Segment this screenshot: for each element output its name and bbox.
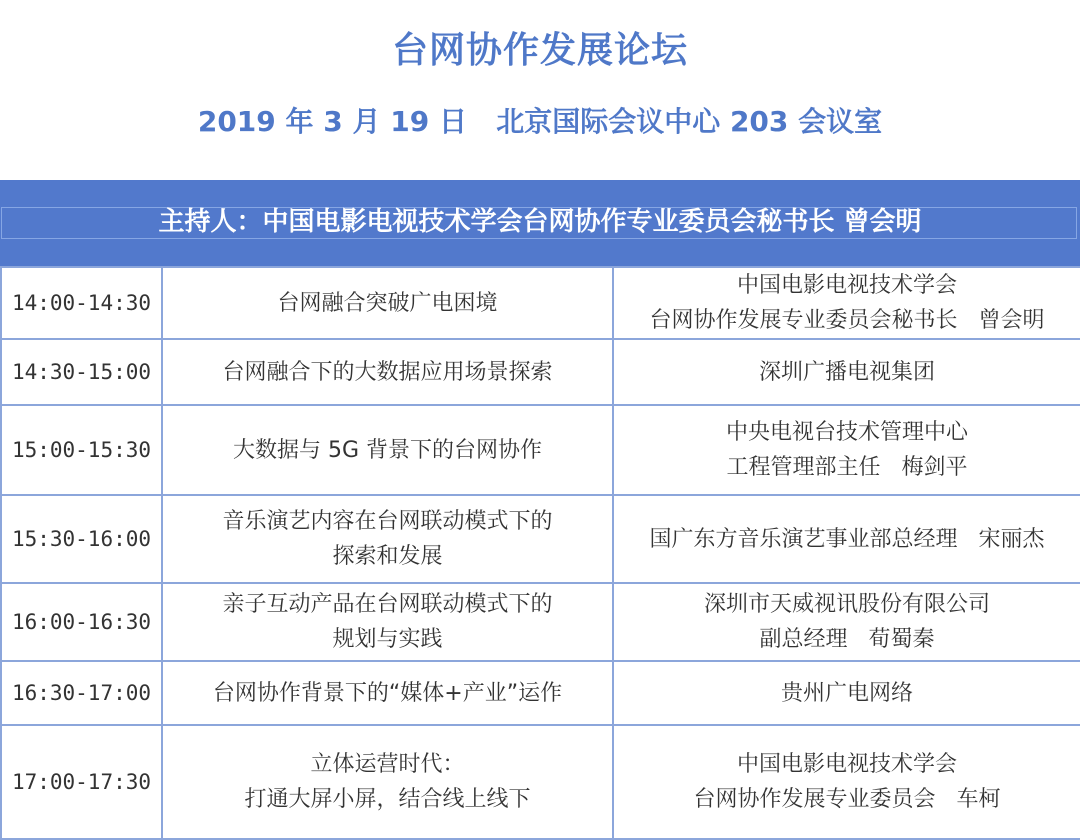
schedule-row [1, 339, 1080, 405]
session-speaker [613, 583, 1080, 661]
session-topic-line: 亲子互动产品在台网联动模式下的 [222, 592, 553, 617]
session-speaker-line: 中央电视台技术管理中心 [725, 420, 968, 445]
session-topic-line: 立体运营时代： [310, 752, 465, 777]
session-speaker [613, 405, 1080, 495]
session-topic-line: 台网融合突破广电困境 [277, 290, 498, 316]
session-speaker-line: 深圳市天威视讯股份有限公司 [703, 592, 990, 617]
session-speaker-line: 国广东方音乐演艺事业部总经理 宋丽杰 [649, 526, 1045, 552]
session-time: 16:00-16:30 [1, 583, 162, 661]
session-topic-line: 规划与实践 [332, 627, 443, 652]
session-topic [162, 267, 613, 339]
session-speaker [613, 339, 1080, 405]
session-speaker-line: 台网协作发展专业委员会 车柯 [693, 787, 1001, 812]
session-topic-line: 台网融合下的大数据应用场景探索 [222, 359, 553, 385]
session-time: 16:30-17:00 [1, 661, 162, 725]
schedule-row [1, 661, 1080, 725]
session-time: 15:30-16:00 [1, 495, 162, 583]
page-title: 台网协作发展论坛 [391, 30, 688, 71]
session-speaker [613, 725, 1080, 839]
session-speaker-line: 中国电影电视技术学会 [736, 752, 957, 777]
schedule-table [0, 266, 1080, 840]
session-speaker [613, 661, 1080, 725]
session-topic [162, 725, 613, 839]
session-topic-line: 探索和发展 [332, 544, 443, 569]
schedule-row [1, 495, 1080, 583]
session-time: 14:30-15:00 [1, 339, 162, 405]
session-speaker-line: 工程管理部主任 梅剑平 [726, 455, 968, 480]
event-date-venue: 2019 年 3 月 19 日 北京国际会议中心 203 会议室 [197, 105, 883, 138]
schedule-row [1, 405, 1080, 495]
session-time: 15:00-15:30 [1, 405, 162, 495]
session-speaker [613, 267, 1080, 339]
session-topic-line: 大数据与 5G 背景下的台网协作 [232, 437, 543, 463]
session-topic [162, 405, 613, 495]
session-speaker-line: 副总经理 荀蜀秦 [759, 627, 935, 652]
session-speaker-line: 台网协作发展专业委员会秘书长 曾会明 [649, 308, 1045, 333]
session-speaker-line: 深圳广播电视集团 [758, 359, 935, 385]
schedule-row [1, 583, 1080, 661]
schedule-row [1, 725, 1080, 839]
session-topic-line: 台网协作背景下的“媒体+产业”运作 [212, 680, 563, 706]
session-speaker-line: 贵州广电网络 [780, 680, 913, 706]
session-speaker-line: 中国电影电视技术学会 [736, 273, 957, 298]
session-topic [162, 339, 613, 405]
session-speaker [613, 495, 1080, 583]
session-topic [162, 495, 613, 583]
schedule-row [1, 267, 1080, 339]
host-label: 主持人：中国电影电视技术学会台网协作专业委员会秘书长 曾会明 [158, 207, 922, 237]
session-time: 14:00-14:30 [1, 267, 162, 339]
schedule-body [1, 267, 1080, 839]
session-topic [162, 583, 613, 661]
session-topic [162, 661, 613, 725]
session-topic-line: 音乐演艺内容在台网联动模式下的 [222, 509, 553, 534]
session-time: 17:00-17:30 [1, 725, 162, 839]
session-topic-line: 打通大屏小屏，结合线上线下 [244, 787, 531, 812]
